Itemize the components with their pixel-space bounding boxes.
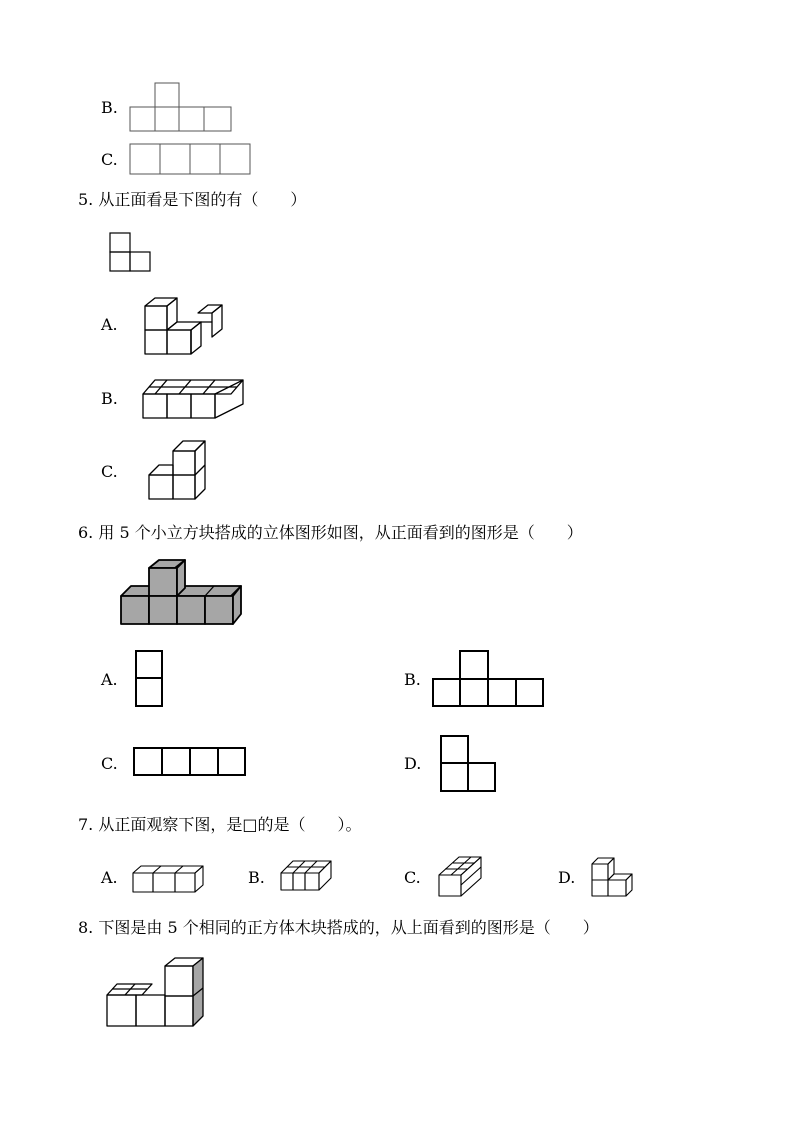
cube-row-icon [140, 374, 248, 422]
q6-reference-figure [118, 558, 246, 632]
q7-option-a-figure[interactable] [131, 863, 205, 899]
l-shape-view-icon [439, 734, 499, 794]
q5-option-a-label: A. [101, 315, 118, 334]
q5-stem: 5. 从正面看是下图的有（ ） [78, 190, 307, 209]
q7-option-d-label: D. [558, 868, 576, 887]
t-shape-view-icon [431, 649, 547, 709]
q7-option-b-label: B. [248, 868, 265, 887]
q4-option-c-label: C. [101, 150, 118, 169]
vertical-two-square-icon [134, 649, 166, 709]
q6-option-b-figure[interactable] [431, 649, 547, 713]
q6-option-c-label: C. [101, 754, 118, 773]
q5-option-a-figure[interactable] [140, 294, 226, 362]
cube-stack-icon [146, 437, 214, 501]
q7-option-c-label: C. [404, 868, 421, 887]
q6-option-b-label: B. [404, 670, 421, 689]
t-shape-view-icon [128, 82, 234, 132]
q4-option-c-figure[interactable] [128, 143, 254, 181]
q6-option-a-figure[interactable] [134, 649, 166, 713]
q8-stem: 8. 下图是由 5 个相同的正方体木块搭成的，从上面看到的图形是（ ） [78, 918, 599, 937]
q6-option-d-label: D. [404, 754, 422, 773]
q6-option-a-label: A. [101, 670, 118, 689]
cube-stack-icon [590, 856, 634, 898]
q7-option-a-label: A. [101, 868, 118, 887]
cube-structure-icon [104, 956, 208, 1030]
shaded-cube-structure-icon [118, 558, 246, 628]
four-square-row-icon [132, 746, 248, 778]
q4-option-b-figure[interactable] [128, 82, 234, 136]
q6-stem: 6. 用 5 个小立方块搭成的立体图形如图，从正面看到的图形是（ ） [78, 523, 583, 542]
q6-option-c-figure[interactable] [132, 746, 248, 782]
cube-stack-icon [140, 294, 226, 358]
q5-option-b-label: B. [101, 389, 118, 408]
q5-reference-figure [108, 231, 152, 277]
q4-option-b-label: B. [101, 98, 118, 117]
q7-option-d-figure[interactable] [590, 856, 634, 902]
q7-option-b-figure[interactable] [279, 859, 333, 897]
cube-row-icon [131, 863, 205, 895]
cube-stack-icon [437, 855, 483, 899]
q6-option-d-figure[interactable] [439, 734, 499, 798]
q5-option-b-figure[interactable] [140, 374, 248, 426]
q7-option-c-figure[interactable] [437, 855, 483, 903]
cube-block-icon [279, 859, 333, 893]
l-shape-view-icon [108, 231, 152, 273]
q5-option-c-figure[interactable] [146, 437, 214, 505]
q8-reference-figure [104, 956, 208, 1034]
q7-stem: 7. 从正面观察下图，是□的是（ ）。 [78, 815, 362, 834]
q5-option-c-label: C. [101, 462, 118, 481]
four-square-row-icon [128, 143, 254, 177]
